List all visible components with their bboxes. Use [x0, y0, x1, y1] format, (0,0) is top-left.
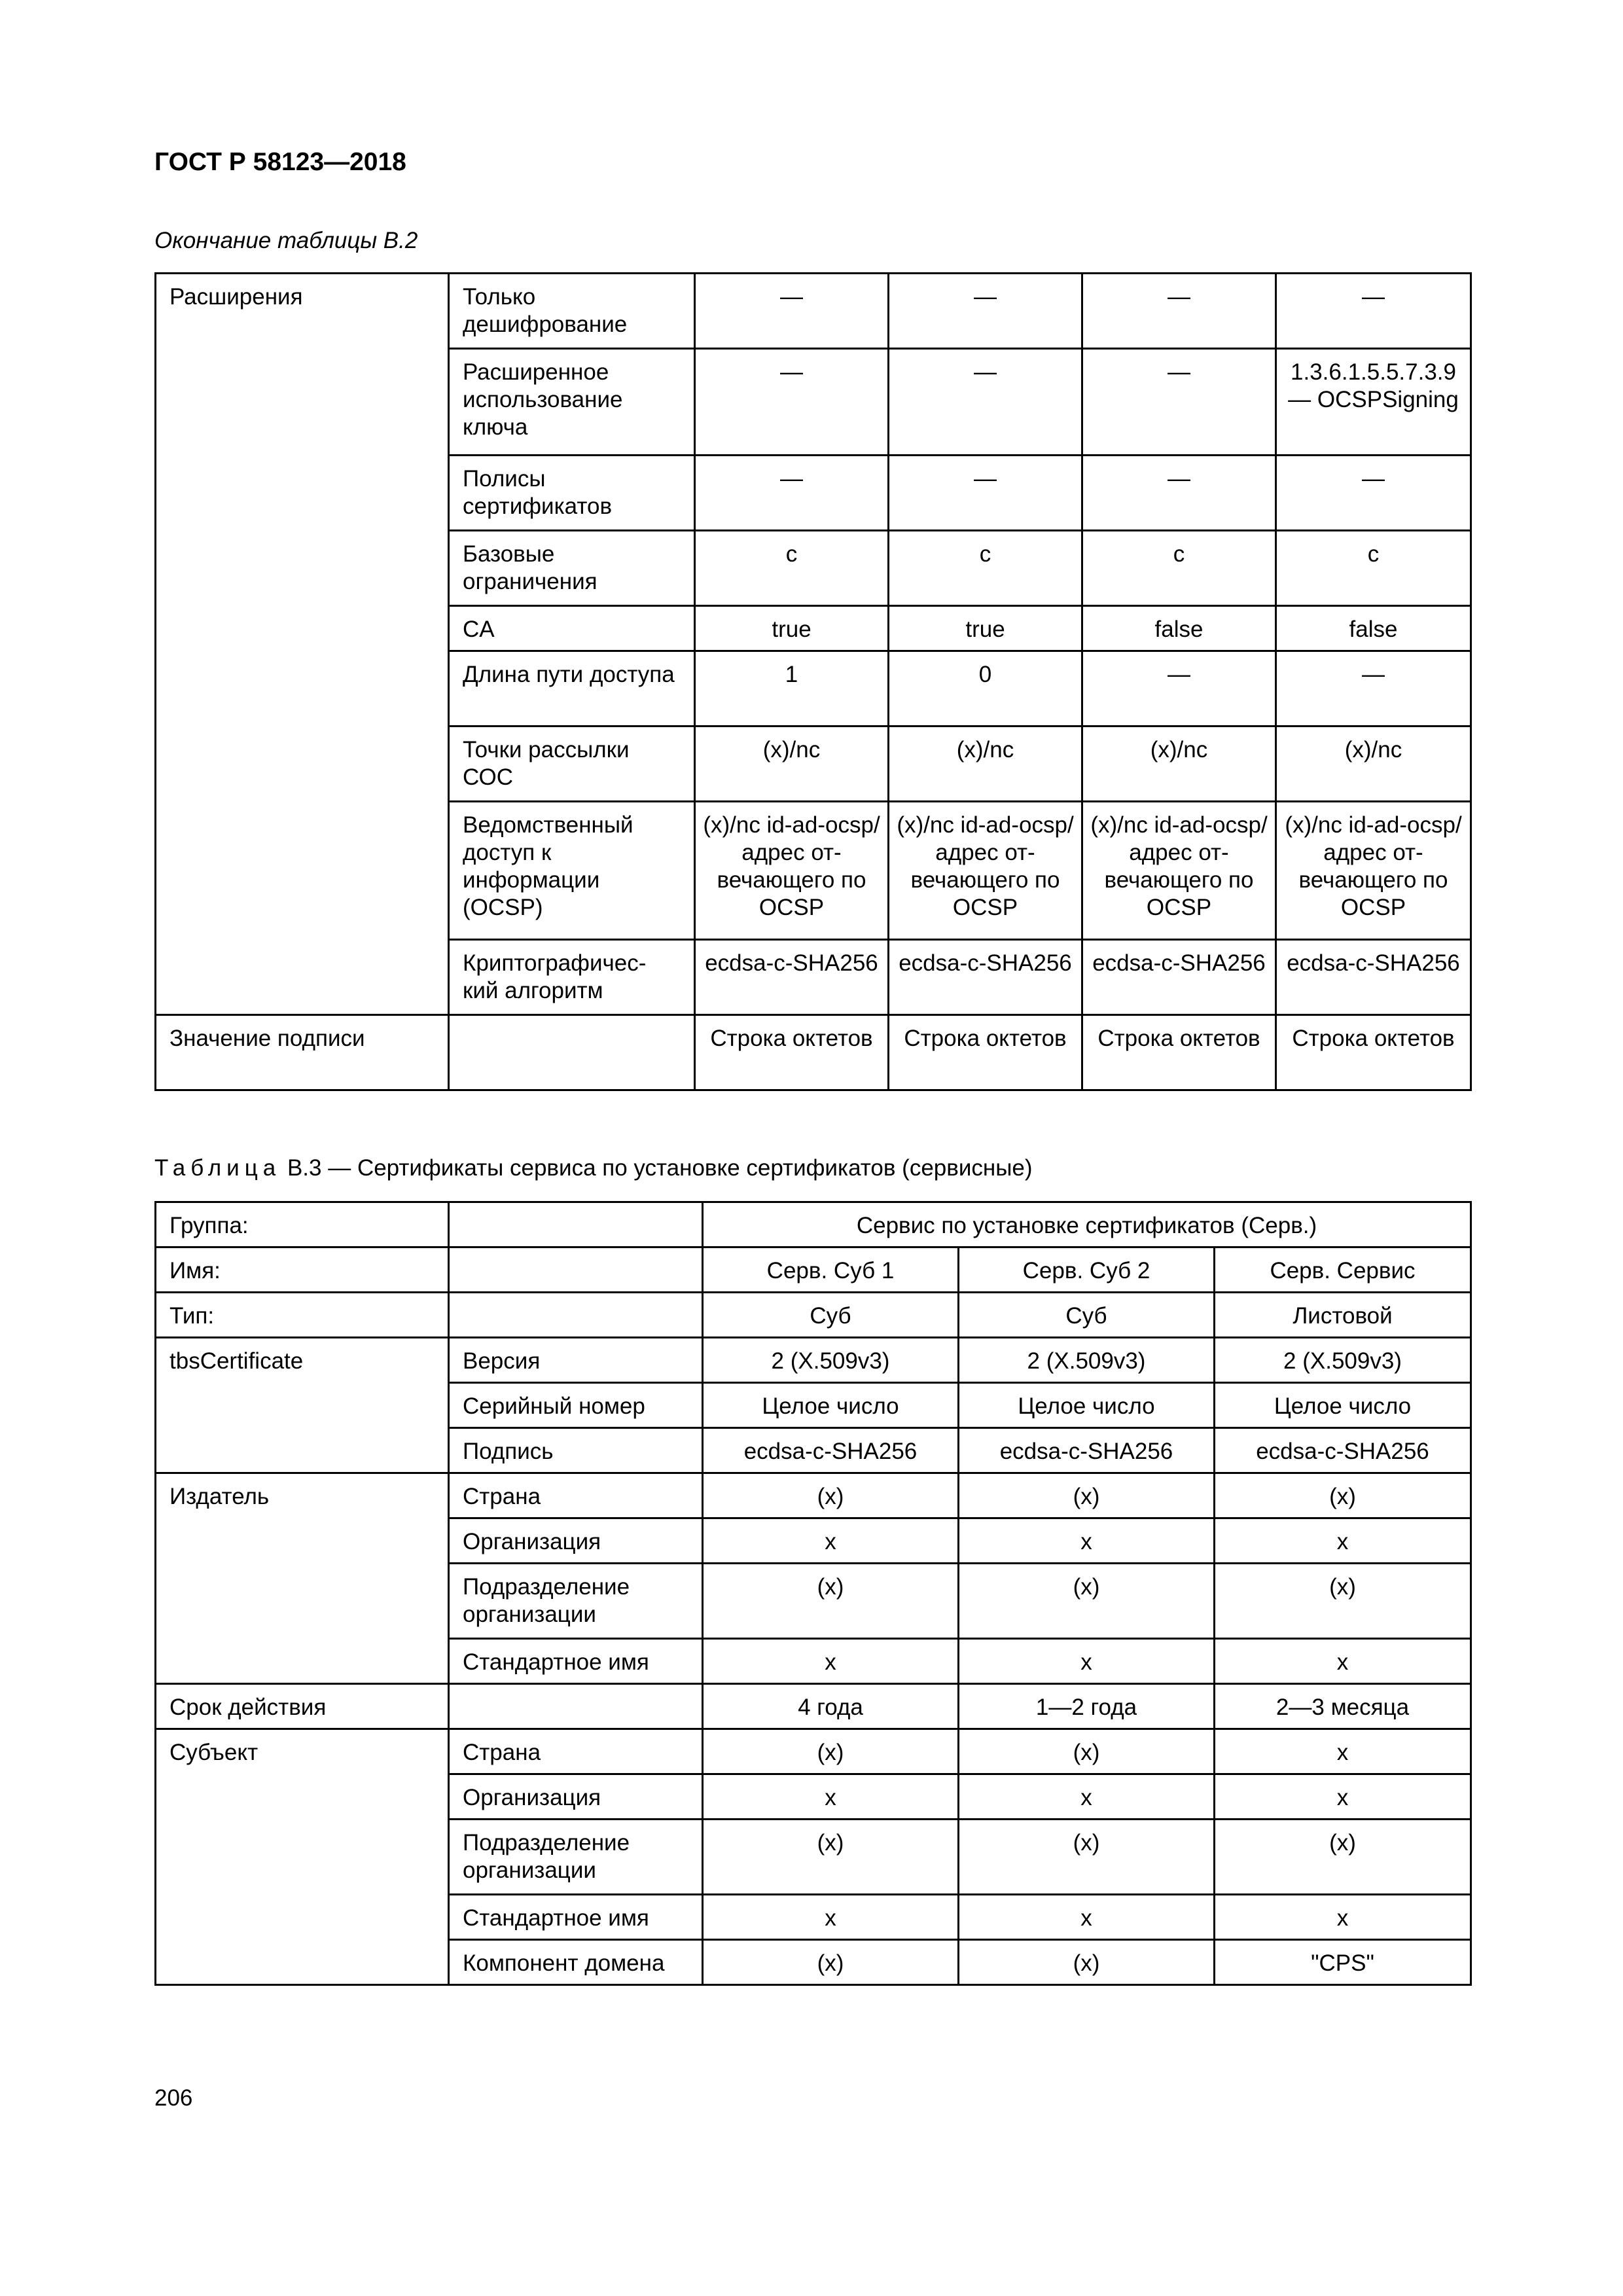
group-label: Расширения [156, 274, 449, 1015]
value-cell: — [1276, 651, 1471, 726]
value-cell: ecdsa-c-SHA256 [889, 940, 1082, 1015]
row-label: Подразделение организации [449, 1564, 703, 1639]
value-cell: (x)/nc [1276, 726, 1471, 802]
value-cell: — [695, 456, 889, 531]
table-row [156, 1473, 1471, 1518]
row-label: Компонент домена [449, 1940, 703, 1985]
table-row [156, 274, 1471, 349]
value-cell: — [1082, 456, 1276, 531]
table-row [156, 1293, 1471, 1338]
value-cell: c [695, 531, 889, 606]
value-cell: false [1082, 606, 1276, 651]
value-cell: — [1082, 651, 1276, 726]
value-cell: Целое число [959, 1383, 1215, 1428]
row-label: Организация [449, 1518, 703, 1564]
row-label: Версия [449, 1338, 703, 1383]
value-cell: x [703, 1639, 959, 1684]
value-cell: ecdsa-c-SHA256 [1215, 1428, 1471, 1473]
value-cell: 1—2 года [959, 1684, 1215, 1729]
value-cell: (x) [959, 1940, 1215, 1985]
row-label: Длина пути доступа [449, 651, 695, 726]
value-cell: false [1276, 606, 1471, 651]
row-label: Точки рассылки СОС [449, 726, 695, 802]
page-number: 206 [154, 2085, 193, 2111]
value-cell: — [889, 349, 1082, 456]
table-row [156, 1015, 1471, 1090]
value-cell: (x) [959, 1473, 1215, 1518]
value-cell: x [703, 1774, 959, 1820]
value-cell: 0 [889, 651, 1082, 726]
value-cell: x [959, 1518, 1215, 1564]
value-cell: Целое число [1215, 1383, 1471, 1428]
value-cell: (x) [703, 1729, 959, 1774]
value-cell: ecdsa-c-SHA256 [1276, 940, 1471, 1015]
value-cell: ecdsa-c-SHA256 [703, 1428, 959, 1473]
value-cell: (x)/nc id-ad-ocsp/ адрес от-вечающего по OCSP [889, 802, 1082, 940]
row-label: Полисы сертификатов [449, 456, 695, 531]
value-cell: (x) [703, 1940, 959, 1985]
table-b3-caption [154, 1155, 1033, 1181]
value-cell: (x) [959, 1820, 1215, 1895]
row-label: Организация [449, 1774, 703, 1820]
table-row [156, 1338, 1471, 1383]
value-cell: (x)/nc id-ad-ocsp/ адрес от-вечающего по OCSP [695, 802, 889, 940]
row-label: Серийный номер [449, 1383, 703, 1428]
row-label: Базовые ограничения [449, 531, 695, 606]
value-cell: x [1215, 1639, 1471, 1684]
value-cell: 1 [695, 651, 889, 726]
value-cell: — [695, 349, 889, 456]
value-cell: Суб [703, 1293, 959, 1338]
value-cell: ecdsa-c-SHA256 [1082, 940, 1276, 1015]
value-cell: — [889, 274, 1082, 349]
value-cell: — [889, 456, 1082, 531]
value-cell: Строка октетов [889, 1015, 1082, 1090]
value-cell: "CPS" [1215, 1940, 1471, 1985]
row-label: Криптографичес-кий алгоритм [449, 940, 695, 1015]
value-cell: true [889, 606, 1082, 651]
value-cell: 4 года [703, 1684, 959, 1729]
signature-label: Значение подписи [156, 1015, 449, 1090]
table-b2-end [154, 272, 1472, 1091]
value-cell: x [1215, 1774, 1471, 1820]
value-cell: 2 (X.509v3) [703, 1338, 959, 1383]
row-label: Страна [449, 1729, 703, 1774]
row-label: Только дешифрование [449, 274, 695, 349]
value-cell: Серв. Суб 2 [959, 1247, 1215, 1293]
value-cell: (x) [703, 1820, 959, 1895]
value-cell: (x) [1215, 1564, 1471, 1639]
value-cell: (x)/nc id-ad-ocsp/ адрес от-вечающего по OCSP [1082, 802, 1276, 940]
value-cell: x [959, 1639, 1215, 1684]
row-label: Стандартное имя [449, 1639, 703, 1684]
empty-cell [449, 1247, 703, 1293]
empty-cell [449, 1293, 703, 1338]
value-cell: — [1276, 274, 1471, 349]
value-cell: c [1276, 531, 1471, 606]
value-cell: c [889, 531, 1082, 606]
row-label: CA [449, 606, 695, 651]
value-cell: (x) [703, 1473, 959, 1518]
value-cell: — [695, 274, 889, 349]
empty-cell [449, 1202, 703, 1247]
value-cell: ecdsa-c-SHA256 [695, 940, 889, 1015]
value-cell: x [959, 1895, 1215, 1940]
row-label: Расширенное использование ключа [449, 349, 695, 456]
value-cell: Строка октетов [1276, 1015, 1471, 1090]
value-cell: Строка октетов [1082, 1015, 1276, 1090]
table-row [156, 1247, 1471, 1293]
row-label: Срок действия [156, 1684, 449, 1729]
value-cell: 2 (X.509v3) [959, 1338, 1215, 1383]
value-cell: x [1215, 1518, 1471, 1564]
value-cell: 2 (X.509v3) [1215, 1338, 1471, 1383]
group-label: tbsCertificate [156, 1338, 449, 1473]
row-label: Ведомственный доступ к информации (OCSP) [449, 802, 695, 940]
value-cell: — [1082, 274, 1276, 349]
value-cell: (x) [703, 1564, 959, 1639]
table-continuation-caption: Окончание таблицы В.2 [154, 228, 418, 253]
value-cell: (x)/nc [695, 726, 889, 802]
value-cell: x [959, 1774, 1215, 1820]
value-cell: Листовой [1215, 1293, 1471, 1338]
value-cell: true [695, 606, 889, 651]
value-cell: Целое число [703, 1383, 959, 1428]
value-cell: ecdsa-c-SHA256 [959, 1428, 1215, 1473]
row-label: Подразделение организации [449, 1820, 703, 1895]
value-cell: (x) [1215, 1820, 1471, 1895]
table-b3 [154, 1201, 1472, 1986]
group-label: Издатель [156, 1473, 449, 1684]
row-label: Подпись [449, 1428, 703, 1473]
value-cell: — [1276, 456, 1471, 531]
value-cell: (x) [959, 1729, 1215, 1774]
table-word: Таблица [154, 1155, 281, 1181]
row-label: Имя: [156, 1247, 449, 1293]
row-label: Группа: [156, 1202, 449, 1247]
table-b3-title: В.3 — Сертификаты сервиса по установке сертификатов (сервисные) [281, 1155, 1033, 1181]
value-cell: x [1215, 1729, 1471, 1774]
value-cell: x [703, 1895, 959, 1940]
value-cell: — [1082, 349, 1276, 456]
value-cell: Суб [959, 1293, 1215, 1338]
table-row [156, 1684, 1471, 1729]
table-row [156, 1202, 1471, 1247]
value-cell: (x) [1215, 1473, 1471, 1518]
value-cell: Серв. Суб 1 [703, 1247, 959, 1293]
group-label: Субъект [156, 1729, 449, 1985]
document-header: ГОСТ Р 58123—2018 [154, 148, 406, 176]
value-cell: (x)/nc [889, 726, 1082, 802]
value-cell: c [1082, 531, 1276, 606]
value-cell: (x)/nc id-ad-ocsp/ адрес от-вечающего по OCSP [1276, 802, 1471, 940]
value-cell: (x)/nc [1082, 726, 1276, 802]
value-cell: 2—3 месяца [1215, 1684, 1471, 1729]
table-row [156, 1729, 1471, 1774]
value-cell: (x) [959, 1564, 1215, 1639]
value-cell: x [1215, 1895, 1471, 1940]
row-label: Стандартное имя [449, 1895, 703, 1940]
row-label: Тип: [156, 1293, 449, 1338]
value-cell: Серв. Сервис [1215, 1247, 1471, 1293]
value-cell: x [703, 1518, 959, 1564]
row-label: Страна [449, 1473, 703, 1518]
empty-cell [449, 1015, 695, 1090]
empty-cell [449, 1684, 703, 1729]
group-value: Сервис по установке сертификатов (Серв.) [703, 1202, 1471, 1247]
value-cell: Строка октетов [695, 1015, 889, 1090]
value-cell: 1.3.6.1.5.5.7.3.9 — OCSPSigning [1276, 349, 1471, 456]
